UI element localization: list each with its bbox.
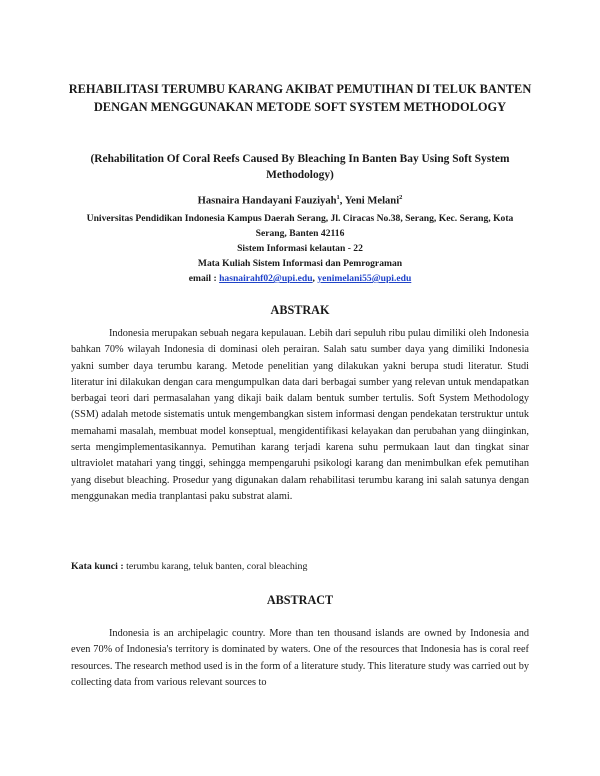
email-separator: , [312, 273, 318, 284]
paper-subtitle: (Rehabilitation Of Coral Reefs Caused By Bleaching In Banten Bay Using Soft System Methodology) [90, 153, 510, 181]
course-name: Mata Kuliah Sistem Informasi dan Pemrograman [197, 258, 403, 269]
author-name: Hasnaira Handayani Fauziyah [197, 195, 337, 207]
author-name: Yeni Melani [344, 195, 400, 207]
abstract-text: Indonesia is an archipelagic country. More than ten thousand islands are owned by Indonesia and even 70% of Indonesia's territory is dominated by waters. One of the resources that Indonesia has is coral reef resources. The research method used is in the form of a literature study. This literature study was carried out by collecting data from various relevant sources to [71, 628, 529, 688]
author-affiliation-mark: 2 [399, 194, 403, 201]
abstrak-text: Indonesia merupakan sebuah negara kepulauan. Lebih dari sepuluh ribu pulau dimiliki oleh Indonesia bahkan 70% wilayah Indonesia di dominasi oleh perairan. Salah satu sumber daya yang dimiliki Indonesia yakni sumber daya terumbu karang. Metode penelitian yang dilakukan yakni berupa studi literatur. Studi literatur ini dilakukan dengan cara mengumpulkan data dari berbagai sumber yang relevan untuk mendapatkan berbagai teori dari permasalahan yang dikaji baik dalam bentuk sumber tertulis. Soft System Methodology (SSM) adalah metode sistematis untuk mengembangkan sistem informasi dengan pendekatan terstruktur untuk memahami masalah, membuat model konseptual, mengidentifikasi kelayakan dan perubahan yang diinginkan, serta mengimplementasikannya. Pemutihan karang terjadi karena suhu permukaan laut dan tingkat sinar ultraviolet matahari yang tinggi, sehingga mempengaruhi psikologi karang dan menimbulkan efek pemutihan yang disebut bleaching. Prosedur yang digunakan dalam rehabilitasi terumbu karang ini salah satunya dengan menggunakan media tranplantasi paku substrat alami. [71, 328, 529, 502]
abstrak-body [71, 326, 529, 505]
email-label: email : [188, 273, 220, 284]
affiliation-block [70, 211, 530, 286]
author-list [60, 194, 540, 207]
abstract-heading: ABSTRACT [266, 593, 334, 607]
keywords [71, 561, 529, 572]
keywords-text: terumbu karang, teluk banten, coral bleaching [123, 561, 308, 572]
class-name: Sistem Informasi kelautan - 22 [237, 243, 363, 254]
email-link[interactable]: hasnairahf02@upi.edu [219, 273, 313, 284]
email-line [70, 271, 530, 286]
author-separator: , [339, 195, 345, 207]
email-link[interactable]: yenimelani55@upi.edu [317, 273, 412, 284]
paper-title: REHABILITASI TERUMBU KARANG AKIBAT PEMUTIHAN DI TELUK BANTEN DENGAN MENGGUNAKAN METODE SOFT SYSTEM METHODOLOGY [68, 82, 532, 114]
keywords-label: Kata kunci : [71, 561, 124, 572]
university-address: Universitas Pendidikan Indonesia Kampus Daerah Serang, Jl. Ciracas No.38, Serang, Kec. Serang, Kota Serang, Banten 42116 [86, 213, 514, 239]
abstrak-heading: ABSTRAK [270, 303, 330, 317]
author-affiliation-mark: 1 [336, 194, 340, 201]
abstract-body [71, 626, 529, 691]
